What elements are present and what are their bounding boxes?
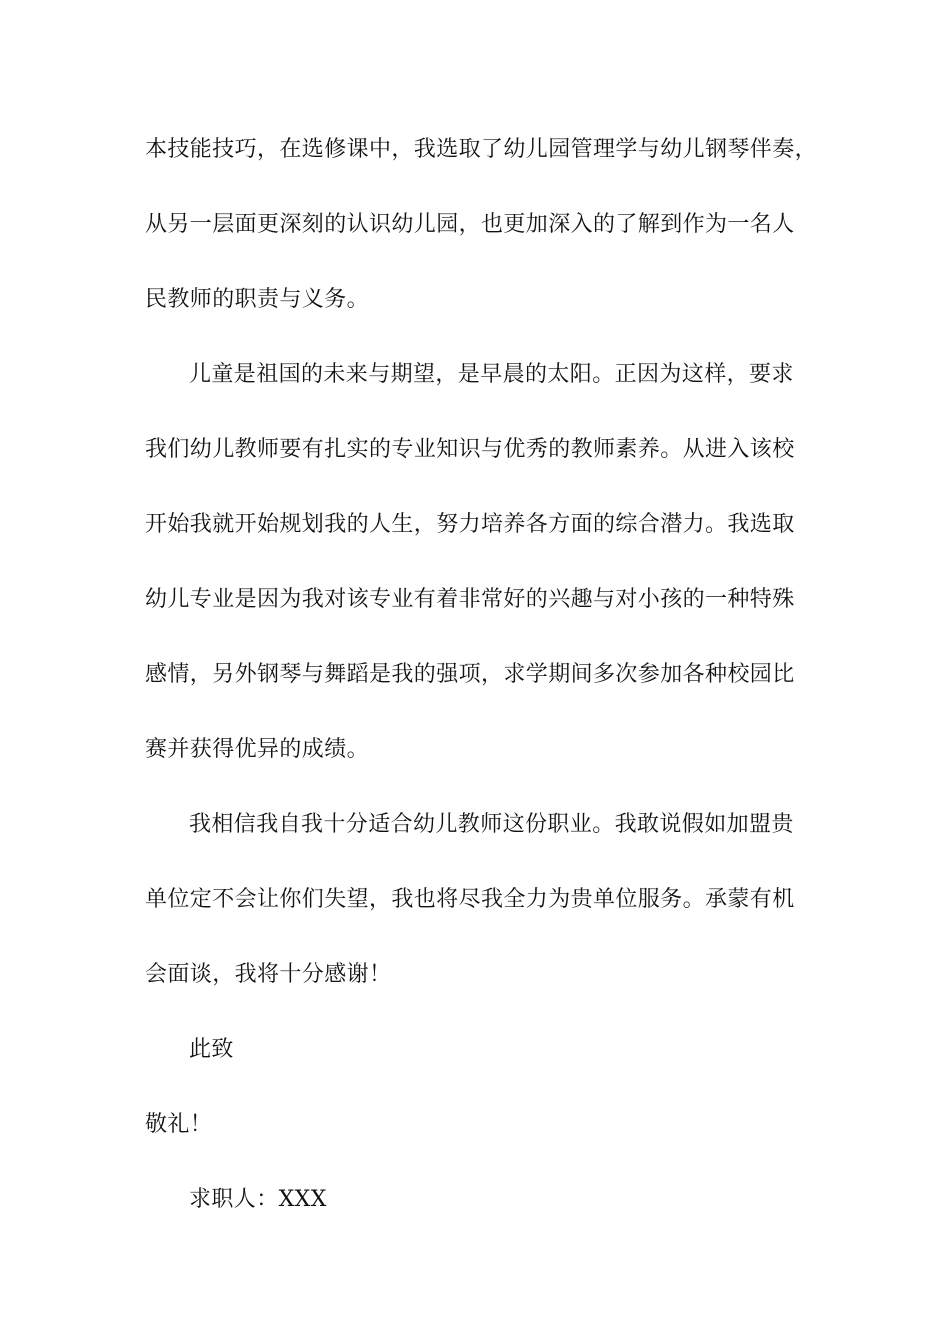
text-line-5: 我们幼儿教师要有扎实的专业知识与优秀的教师素养。从进入该校 xyxy=(145,437,795,462)
text-line-4: 儿童是祖国的未来与期望，是早晨的太阳。正因为这样，要求 xyxy=(189,362,794,387)
text-line-3: 民教师的职责与义务。 xyxy=(145,287,370,312)
text-line-8: 感情，另外钢琴与舞蹈是我的强项，求学期间多次参加各种校园比 xyxy=(145,662,795,687)
text-line-10: 我相信我自我十分适合幼儿教师这份职业。我敢说假如加盟贵 xyxy=(189,812,794,837)
text-line-6: 开始我就开始规划我的人生，努力培养各方面的综合潜力。我选取 xyxy=(145,512,795,537)
text-line-2: 从另一层面更深刻的认识幼儿园，也更加深入的了解到作为一名人 xyxy=(145,212,795,237)
text-line-11: 单位定不会让你们失望，我也将尽我全力为贵单位服务。承蒙有机 xyxy=(145,887,795,912)
closing-line-2: 敬礼！ xyxy=(145,1112,213,1137)
text-line-9: 赛并获得优异的成绩。 xyxy=(145,737,370,762)
closing-line-1: 此致 xyxy=(189,1037,234,1062)
text-line-1: 本技能技巧，在选修课中，我选取了幼儿园管理学与幼儿钢琴伴奏， xyxy=(145,137,818,162)
signature-line: 求职人：XXX xyxy=(189,1187,327,1212)
text-line-12: 会面谈，我将十分感谢！ xyxy=(145,962,392,987)
text-line-7: 幼儿专业是因为我对该专业有着非常好的兴趣与对小孩的一种特殊 xyxy=(145,587,795,612)
